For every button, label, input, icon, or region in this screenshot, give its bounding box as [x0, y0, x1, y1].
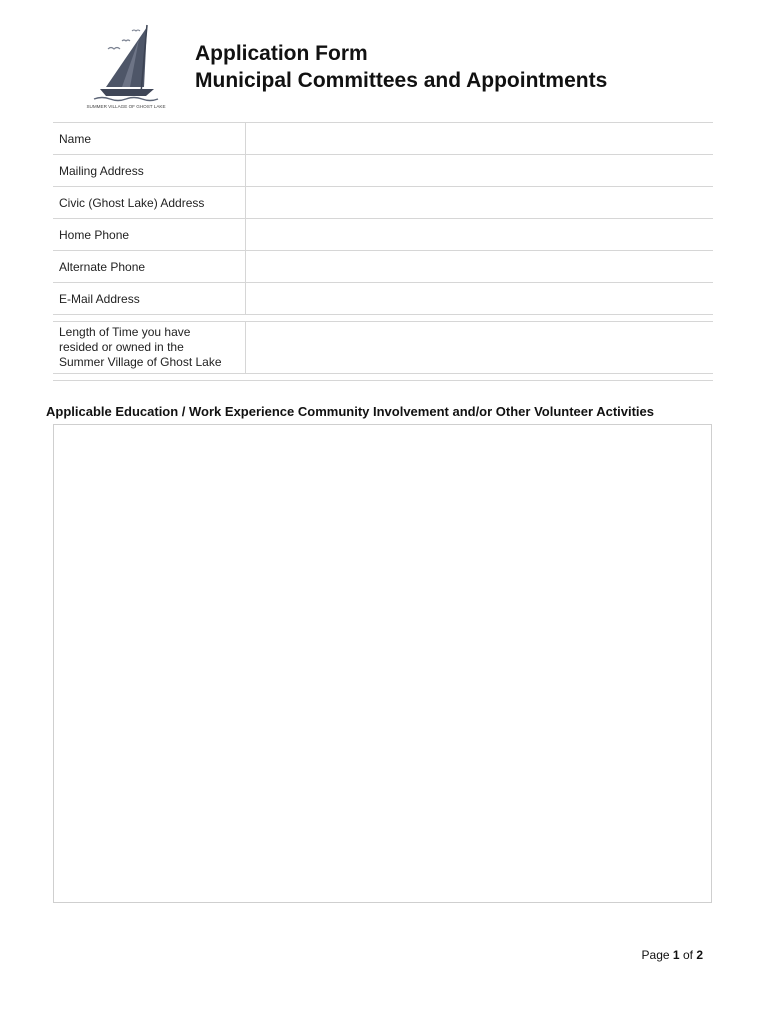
page-total: 2 — [696, 948, 703, 962]
of-word: of — [682, 948, 693, 962]
divider-cell — [53, 315, 713, 322]
field-row-home-phone — [53, 219, 713, 251]
svg-text:SUMMER VILLAGE OF GHOST LAKE: SUMMER VILLAGE OF GHOST LAKE — [86, 104, 166, 109]
page-word: Page — [641, 948, 670, 962]
applicant-info-table — [53, 122, 713, 381]
residency-label-line2: resided or owned in the — [59, 340, 184, 354]
residency-field[interactable] — [246, 322, 714, 374]
civic-address-label: Civic (Ghost Lake) Address — [53, 187, 246, 219]
form-title — [195, 40, 607, 94]
mailing-address-label: Mailing Address — [53, 155, 246, 187]
title-application-form: Application Form — [195, 42, 368, 65]
email-field[interactable] — [246, 283, 714, 315]
home-phone-field[interactable] — [246, 219, 714, 251]
table-divider — [53, 315, 713, 322]
activities-text-area[interactable] — [53, 424, 712, 903]
field-row-alternate-phone — [53, 251, 713, 283]
residency-label — [53, 322, 246, 374]
sailboat-logo-icon — [84, 19, 168, 111]
table-divider-bottom — [53, 374, 713, 381]
field-row-residency — [53, 322, 713, 374]
email-label: E-Mail Address — [53, 283, 246, 315]
title-municipal-committees: Municipal Committees and Appointments — [195, 69, 608, 92]
residency-label-line1: Length of Time you have — [59, 325, 191, 339]
home-phone-label: Home Phone — [53, 219, 246, 251]
summer-village-logo — [84, 19, 168, 111]
activities-heading: Applicable Education / Work Experience Community Involvement and/or Other Volunteer Activities — [46, 404, 654, 419]
alternate-phone-field[interactable] — [246, 251, 714, 283]
page-current: 1 — [672, 948, 680, 962]
civic-address-field[interactable] — [246, 187, 714, 219]
divider-cell-bottom — [53, 374, 713, 381]
field-row-civic-address — [53, 187, 713, 219]
field-row-email — [53, 283, 713, 315]
mailing-address-field[interactable] — [246, 155, 714, 187]
name-label: Name — [53, 123, 246, 155]
page-number — [642, 948, 703, 962]
alternate-phone-label: Alternate Phone — [53, 251, 246, 283]
field-row-mailing-address — [53, 155, 713, 187]
field-row-name — [53, 123, 713, 155]
residency-label-line3: Summer Village of Ghost Lake — [59, 355, 222, 369]
name-field[interactable] — [246, 123, 714, 155]
